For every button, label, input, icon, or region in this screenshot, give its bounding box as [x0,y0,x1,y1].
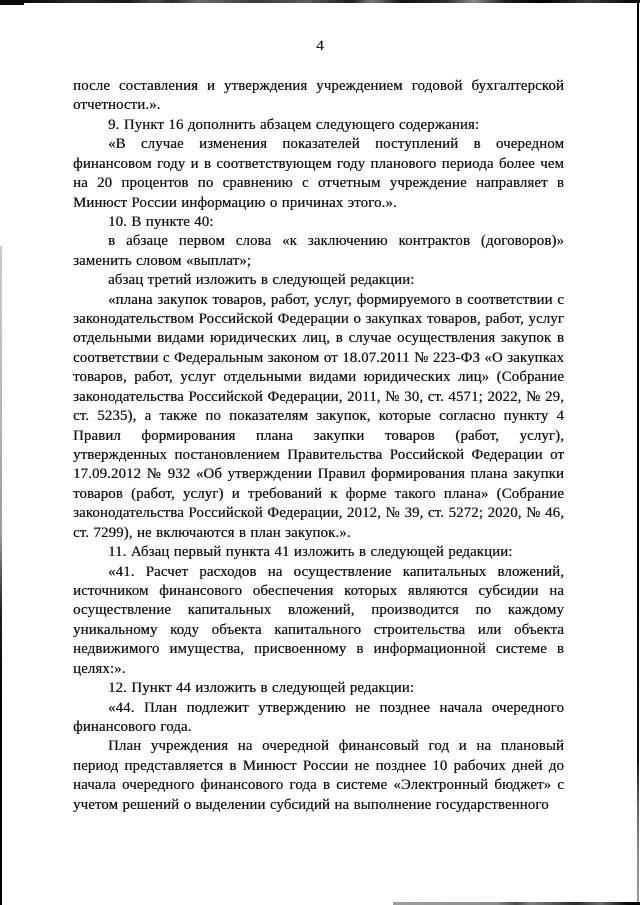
page-number: 4 [316,38,324,54]
scan-artifact-top-edge [0,0,640,3]
scan-artifact-left-edge [0,246,2,905]
document-body [73,77,564,815]
document-paragraph: после составления и утверждения учреждением годовой бухгалтерской отчетности.». [73,78,564,114]
document-paragraph: «41. Расчет расходов на осуществление капитальных вложений, источником финансового обеспечения которых являются субсидии на осуществление капитальных вложений, производится по каждому уникальному коду объекта капитального строительства или объекта недвижимого имущества, присвоенному в информационной системе в целях:». [73,563,564,677]
document-paragraph-item-11: 11. Абзац первый пункта 41 изложить в следующей редакции: [108,544,513,561]
document-paragraph: План учреждения на очередной финансовый год и на плановый период представляется в Минюст России не позднее 10 рабочих дней до начала очередного финансового года в системе «Электронный бюджет» с учетом решений о выделении субсидий на выполнение государственного [73,738,564,813]
document-paragraph: «В случае изменения показателей поступлений в очередном финансовом году и в соответствующем году планового периода более чем на 20 процентов по сравнению с отчетным учреждение направляет в Минюст России информацию о причинах этого.». [73,136,564,211]
scan-artifact-bottom-edge [393,902,640,905]
document-paragraph-item-12: 12. Пункт 44 изложить в следующей редакции: [108,680,415,697]
document-paragraph: «44. План подлежит утверждению не позднее начала очередного финансового года. [73,699,564,735]
scan-artifact-top-edge-blob [0,0,24,5]
document-paragraph: в абзаце первом слова «к заключению контрактов (договоров)» заменить словом «выплат»; [73,233,564,269]
document-paragraph: «плана закупок товаров, работ, услуг, формируемого в соответствии с законодательством Российской Федерации о закупках товаров, работ, услуг отдельными видами юридических лиц, в случае осуществления закупок в соответствии с Федеральным законом от 18.07.2011 № 223-ФЗ «О закупках товаров, работ, услуг отдельными видами юридических лиц» (Собрание законодательства Российской Федерации, 2011, № 30, ст. 4571; 2022, № 29, ст. 5235), а также по показателям закупок, которые согласно пункту 4 Правил формирования плана закупки товаров (работ, услуг), утвержденных постановлением Правительства Российской Федерации от 17.09.2012 № 932 «Об утверждении Правил формирования плана закупки товаров (работ, услуг) и требований к форме такого плана» (Собрание законодательства Российской Федерации, 2012, № 39, ст. 5272; 2020, № 46, ст. 7299), не включаются в план закупок.». [73,291,564,541]
document-paragraph-item-9: 9. Пункт 16 дополнить абзацем следующего содержания: [108,116,480,133]
scan-artifact-right-edge [637,0,639,905]
document-paragraph-item-10: 10. В пункте 40: [108,213,214,230]
document-paragraph: абзац третий изложить в следующей редакции: [108,272,415,289]
